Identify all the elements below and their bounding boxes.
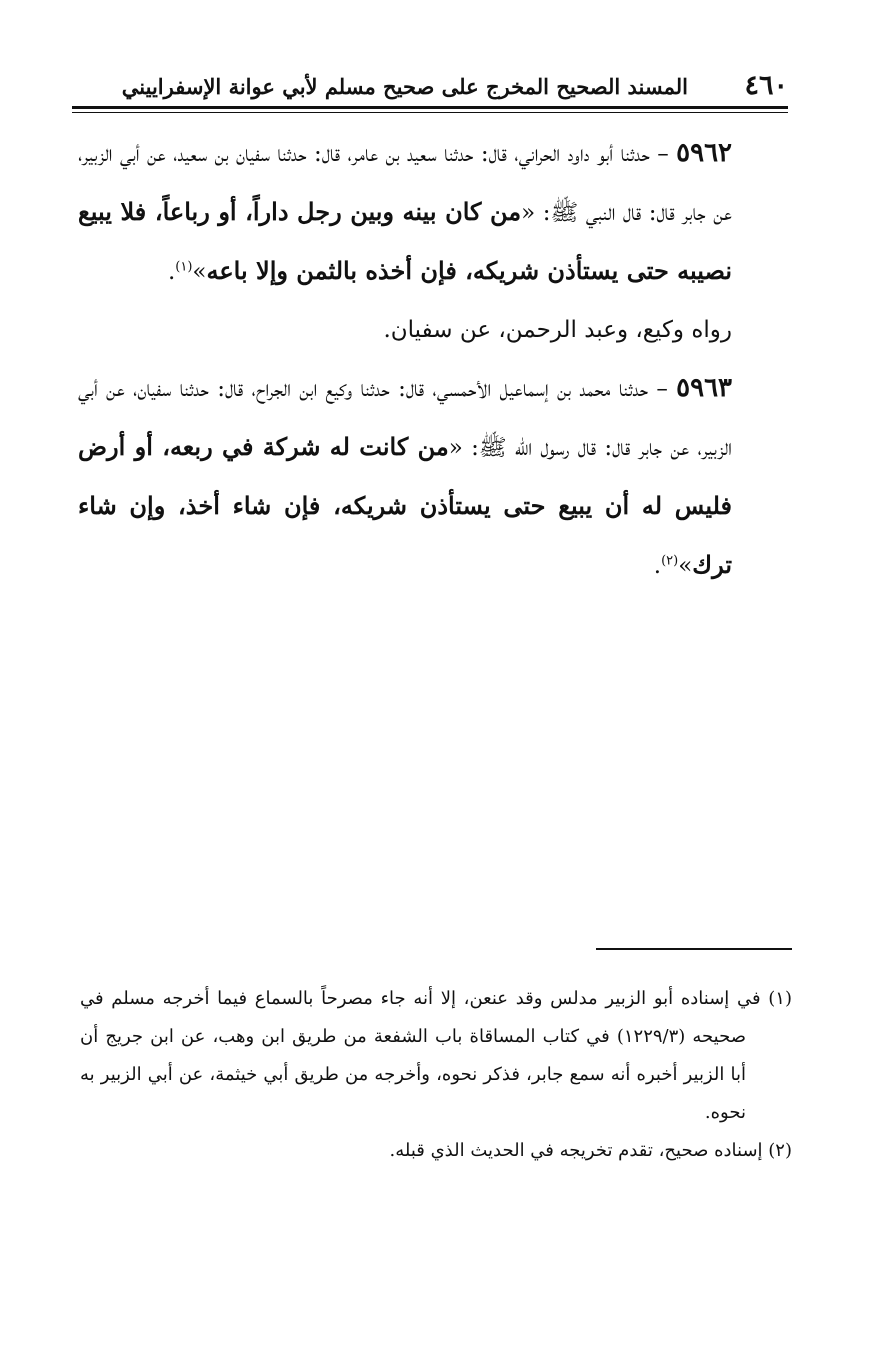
hadith-5963: [78, 359, 788, 595]
quote-close: »: [678, 553, 693, 579]
footnote-marker: (١): [768, 988, 792, 1009]
hadith-chain: – حدثنا أبو داود الحراني، قال: حدثنا سعيد بن عامر، قال: حدثنا سفيان بن سعيد، عن أبي الزبير، عن جابر قال: قال النبي ﷺ: «: [78, 141, 732, 226]
hadith-matn: من كانت له شركة في ربعه، أو أرض فليس له أن يبيع حتى يستأذن شريكه، فإن شاء أخذ، وإن شاء ترك: [78, 432, 732, 579]
header-rule-thin: [72, 112, 788, 113]
footnote-2: [80, 1132, 792, 1170]
sentence-end: .: [653, 553, 662, 579]
footnote-ref: (١): [175, 259, 193, 275]
page-header: [72, 68, 788, 108]
sentence-end: .: [167, 259, 176, 285]
page-number: ٤٦٠: [744, 70, 788, 101]
footnote-text: في إسناده أبو الزبير مدلس وقد عنعن، إلا أنه جاء مصرحاً بالسماع فيما أخرجه مسلم في صحيحه (١٢٢٩/٣) في كتاب المساقاة باب الشفعة من طريق ابن وهب، عن ابن جريج أن أبا الزبير أخبره أنه سمع جابر، فذكر نحوه، وأخرجه من طريق أبي خيثمة، عن أبي الزبير به نحوه.: [80, 988, 769, 1123]
footnote-ref: (٢): [661, 553, 679, 569]
hadith-number: ٥٩٦٢: [676, 138, 732, 168]
hadith-matn: من كان بينه وبين رجل داراً، أو رباعاً، فلا يبيع نصيبه حتى يستأذن شريكه، فإن أخذه بالثمن وإلا باعه: [78, 197, 732, 285]
hadith-number: ٥٩٦٣: [676, 373, 732, 403]
main-text: [78, 124, 788, 595]
footnotes: [80, 980, 792, 1170]
footnote-marker: (٢): [768, 1140, 792, 1161]
footnote-separator: [596, 948, 792, 950]
footnote-1: [80, 980, 792, 1132]
footnote-text: إسناده صحيح، تقدم تخريجه في الحديث الذي قبله.: [389, 1140, 769, 1161]
running-title: المسند الصحيح المخرج على صحيح مسلم لأبي عوانة الإسفراييني: [121, 74, 688, 99]
hadith-chain: – حدثنا محمد بن إسماعيل الأحمسي، قال: حدثنا وكيع ابن الجراح، قال: حدثنا سفيان، عن أبي الزبير، عن جابر قال: قال رسول الله ﷺ: «: [78, 376, 732, 461]
hadith-5962: [78, 124, 788, 301]
header-rule: [72, 106, 788, 109]
quote-close: »: [192, 259, 207, 285]
narration-note: رواه وكيع، وعبد الرحمن، عن سفيان.: [383, 317, 732, 343]
